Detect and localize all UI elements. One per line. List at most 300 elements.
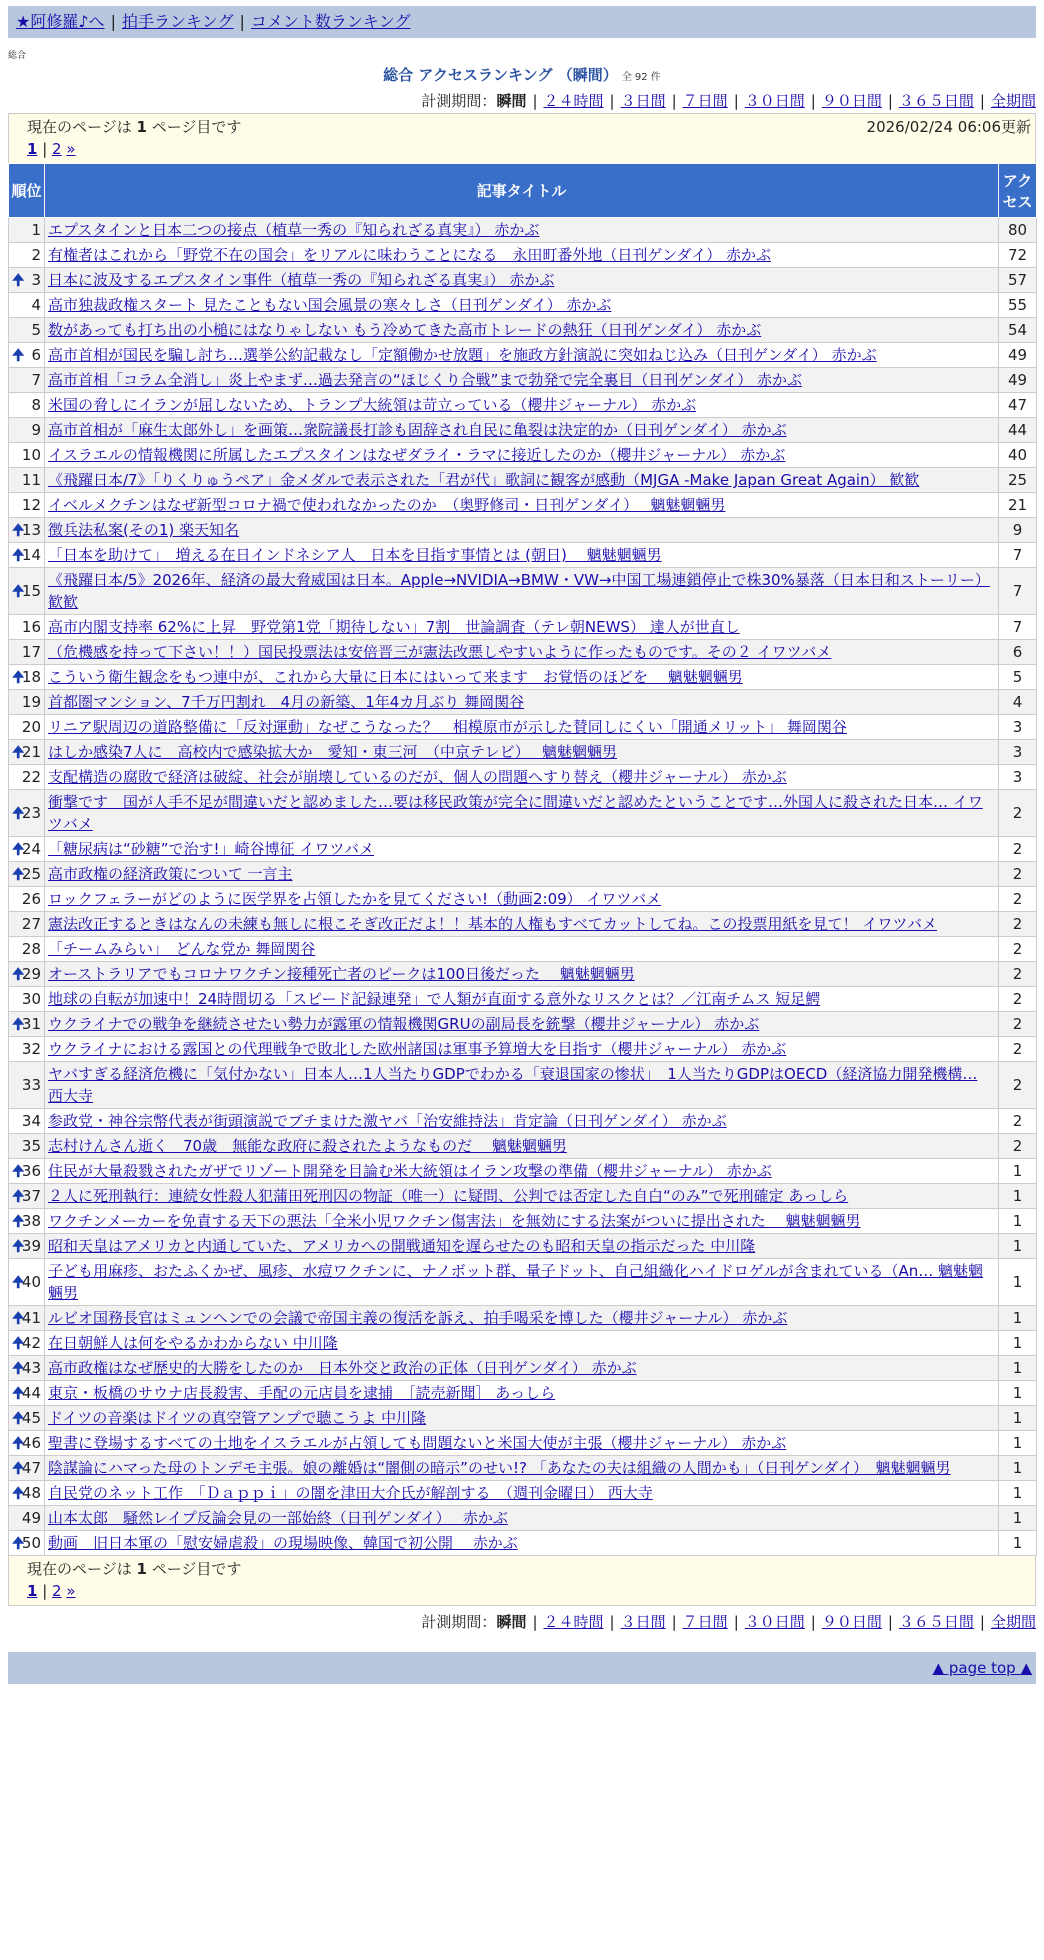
rank-up-arrow-icon: 🠉 <box>12 1212 25 1230</box>
table-row <box>9 615 1037 640</box>
title-cell <box>45 318 999 343</box>
title-cell <box>45 962 999 987</box>
access-count: 1 <box>999 1234 1037 1259</box>
title-cell <box>45 640 999 665</box>
rank-up-arrow-icon: 🠉 <box>12 1459 25 1477</box>
article-title-link[interactable]: 住民が大量殺戮されたガザでリゾート開発を目論む米大統領はイラン攻撃の準備（櫻井ジャーナル） 赤かぶ <box>48 1162 772 1180</box>
table-row <box>9 1456 1037 1481</box>
article-title-link[interactable]: 志村けんさん逝く 70歳 無能な政府に殺されたようなものだ 魑魅魍魎男 <box>48 1137 567 1155</box>
article-title-link[interactable]: ルビオ国務長官はミュンヘンでの会議で帝国主義の復活を訴え、拍手喝采を博した（櫻井ジャーナル） 赤かぶ <box>48 1309 788 1327</box>
article-title-link[interactable]: 「日本を助けて」 増える在日インドネシア人 日本を目指す事情とは (朝日) 魑魅魍魎男 <box>48 546 662 564</box>
article-title-link[interactable]: ウクライナでの戦争を継続させたい勢力が露軍の情報機関GRUの副局長を銃撃（櫻井ジャーナル） 赤かぶ <box>48 1015 760 1033</box>
title-cell <box>45 1159 999 1184</box>
title-cell <box>45 1234 999 1259</box>
article-title-link[interactable]: 高市政権の経済政策について 一言主 <box>48 865 293 883</box>
article-title-link[interactable]: ヤバすぎる経済危機に「気付かない」日本人…1人当たりGDPでわかる「衰退国家の惨状」 1人当たりGDPはOECD（経済協力開発機構… 西大寺 <box>48 1065 978 1105</box>
access-count: 80 <box>999 218 1037 243</box>
rank-up-arrow-icon: 🠉 <box>12 1015 25 1033</box>
rank-cell <box>9 912 45 937</box>
separator: | <box>671 92 677 110</box>
title-cell <box>45 690 999 715</box>
title-column-header: 記事タイトル <box>45 164 999 218</box>
access-count: 3 <box>999 715 1037 740</box>
rank-cell <box>9 543 45 568</box>
rank-number: 21 <box>21 743 41 761</box>
ranking-table <box>8 163 1037 1556</box>
rank-number: 42 <box>21 1334 41 1352</box>
rank-number: 9 <box>31 421 41 439</box>
rank-up-arrow-icon: 🠉 <box>12 546 25 564</box>
title-cell <box>45 740 999 765</box>
article-title-link[interactable]: 動画 旧日本軍の「慰安婦虐殺」の現場映像、韓国で初公開 赤かぶ <box>48 1534 518 1552</box>
title-cell <box>45 218 999 243</box>
article-title-link[interactable]: 「チームみらい」 どんな党か 舞岡関谷 <box>48 940 316 958</box>
title-cell <box>45 1506 999 1531</box>
title-cell <box>45 665 999 690</box>
title-cell <box>45 493 999 518</box>
period-option-link[interactable]: ３０日間 <box>744 1613 805 1631</box>
rank-number: 43 <box>21 1359 41 1377</box>
page-title <box>8 65 1036 85</box>
period-option-link[interactable]: ９０日間 <box>821 1613 882 1631</box>
article-title-link[interactable]: はしか感染7人に 高校内で感染拡大か 愛知・東三河 （中京テレビ） 魑魅魍魎男 <box>48 743 618 761</box>
rank-cell <box>9 1012 45 1037</box>
article-title-link[interactable]: （危機感を持って下さい！！）国民投票法は安倍晋三が憲法改悪しやすいように作ったものです。その２ イワツバメ <box>48 643 832 661</box>
pager-current[interactable]: 1 <box>27 1582 38 1600</box>
title-cell <box>45 543 999 568</box>
title-cell <box>45 1406 999 1431</box>
table-row <box>9 862 1037 887</box>
table-row <box>9 543 1037 568</box>
title-cell <box>45 887 999 912</box>
table-row <box>9 837 1037 862</box>
article-title-link[interactable]: エプスタインと日本二つの接点（植草一秀の『知られざる真実』） 赤かぶ <box>48 221 540 239</box>
pager-next[interactable]: » <box>66 140 76 158</box>
table-row <box>9 1159 1037 1184</box>
rank-up-arrow-icon: 🠉 <box>12 346 25 364</box>
rank-number: 39 <box>21 1237 41 1255</box>
title-cell <box>45 1331 999 1356</box>
period-current: 瞬間 <box>496 92 527 110</box>
access-count: 40 <box>999 443 1037 468</box>
article-title-link[interactable]: 高市独裁政権スタート 見たこともない国会風景の寒々しさ（日刊ゲンダイ） 赤かぶ <box>48 296 612 314</box>
rank-up-arrow-icon: 🠉 <box>12 1359 25 1377</box>
title-cell <box>45 368 999 393</box>
rank-cell <box>9 418 45 443</box>
rank-number: 8 <box>31 396 41 414</box>
rank-up-arrow-icon: 🠉 <box>12 1534 25 1552</box>
article-title-link[interactable]: 《飛躍日本/7》「りくりゅうペア」金メダルで表示された「君が代」歌詞に観客が感動（MJGA -Make Japan Great Again） 歓歓 <box>48 471 920 489</box>
rank-up-arrow-icon: 🠉 <box>12 521 25 539</box>
table-row <box>9 1234 1037 1259</box>
table-row <box>9 1431 1037 1456</box>
rank-cell <box>9 518 45 543</box>
separator: | <box>110 12 116 31</box>
table-row <box>9 740 1037 765</box>
table-row <box>9 937 1037 962</box>
period-option-link[interactable]: 全期間 <box>990 92 1036 110</box>
rank-cell <box>9 1159 45 1184</box>
table-row <box>9 887 1037 912</box>
separator: | <box>609 1613 615 1631</box>
table-row <box>9 987 1037 1012</box>
current-page-text: 現在のページは 1 ページ目です <box>27 118 242 136</box>
table-row <box>9 1062 1037 1109</box>
access-count: 1 <box>999 1381 1037 1406</box>
title-cell <box>45 393 999 418</box>
access-count: 72 <box>999 243 1037 268</box>
rank-cell <box>9 790 45 837</box>
article-title-link[interactable]: オーストラリアでもコロナワクチン接種死亡者のピークは100日後だった 魑魅魍魎男 <box>48 965 635 983</box>
period-option-link[interactable]: ３６５日間 <box>898 1613 974 1631</box>
page-top-link[interactable]: ▲ page top ▲ <box>932 1659 1032 1677</box>
article-title-link[interactable]: 高市首相が「麻生太郎外し」を画策…衆院議長打診も固辞され自民に亀裂は決定的か（日刊ゲンダイ） 赤かぶ <box>48 421 787 439</box>
rank-cell <box>9 640 45 665</box>
period-option-link[interactable]: ７日間 <box>682 1613 728 1631</box>
rank-up-arrow-icon: 🠉 <box>12 1484 25 1502</box>
access-count: 55 <box>999 293 1037 318</box>
separator: | <box>609 92 615 110</box>
title-cell <box>45 790 999 837</box>
pager-page-2[interactable]: 2 <box>52 1582 62 1600</box>
title-cell <box>45 937 999 962</box>
access-count: 1 <box>999 1331 1037 1356</box>
table-row <box>9 493 1037 518</box>
article-title-link[interactable]: 支配構造の腐敗で経済は破綻、社会が崩壊しているのだが、個人の問題へすり替え（櫻井ジャーナル） 赤かぶ <box>48 768 787 786</box>
article-title-link[interactable]: 高市首相「コラム全消し」炎上やまず…過去発言の“ほじくり合戦”まで勃発で完全裏目（日刊ゲンダイ） 赤かぶ <box>48 371 802 389</box>
rank-cell <box>9 1209 45 1234</box>
article-title-link[interactable]: 首都圏マンション、7千万円割れ 4月の新築、1年4カ月ぶり 舞岡関谷 <box>48 693 525 711</box>
rank-up-arrow-icon: 🠉 <box>12 1187 25 1205</box>
table-row <box>9 368 1037 393</box>
rank-cell <box>9 1109 45 1134</box>
access-count: 7 <box>999 568 1037 615</box>
rank-number: 30 <box>21 990 41 1008</box>
title-cell <box>45 1456 999 1481</box>
asyura-home-link[interactable]: ★阿修羅♪へ <box>16 12 105 31</box>
period-option-link[interactable]: ９０日間 <box>821 92 882 110</box>
rank-number: 32 <box>21 1040 41 1058</box>
rank-cell <box>9 468 45 493</box>
article-title-link[interactable]: 衝撃です 国が人手不足が間違いだと認めました…要は移民政策が完全に間違いだと認めたということです…外国人に殺された日本… イワツバメ <box>48 793 983 833</box>
access-count: 1 <box>999 1456 1037 1481</box>
period-selector-bottom <box>8 1610 1036 1634</box>
rank-number: 25 <box>21 865 41 883</box>
rank-cell <box>9 887 45 912</box>
rank-cell <box>9 1134 45 1159</box>
rank-cell <box>9 765 45 790</box>
rank-number: 2 <box>31 246 41 264</box>
title-cell <box>45 765 999 790</box>
rank-number: 12 <box>21 496 41 514</box>
article-title-link[interactable]: 地球の自転が加速中！24時間切る「スピード記録連発」で人類が直面する意外なリスクとは？／江南チムス 短足鰐 <box>48 990 821 1008</box>
access-count: 49 <box>999 368 1037 393</box>
rank-up-arrow-icon: 🠉 <box>12 1409 25 1427</box>
table-row <box>9 293 1037 318</box>
table-row <box>9 418 1037 443</box>
article-title-link[interactable]: イスラエルの情報機関に所属したエプスタインはなぜダライ・ラマに接近したのか（櫻井ジャーナル） 赤かぶ <box>48 446 786 464</box>
article-title-link[interactable]: 高市内閣支持率 62%に上昇 野党第1党「期待しない」7割 世論調査（テレ朝NEWS） 達人が世直し <box>48 618 740 636</box>
table-row <box>9 1406 1037 1431</box>
rank-up-arrow-icon: 🠉 <box>12 1384 25 1402</box>
rank-number: 29 <box>21 965 41 983</box>
rank-up-arrow-icon: 🠉 <box>12 271 25 289</box>
rank-cell <box>9 1481 45 1506</box>
rank-number: 38 <box>21 1212 41 1230</box>
rank-cell <box>9 665 45 690</box>
title-cell <box>45 987 999 1012</box>
table-row <box>9 243 1037 268</box>
rank-number: 22 <box>21 768 41 786</box>
rank-cell <box>9 1431 45 1456</box>
period-option-link[interactable]: ２４時間 <box>543 1613 604 1631</box>
access-count: 1 <box>999 1184 1037 1209</box>
article-title-link[interactable]: 米国の脅しにイランが屈しないため、トランプ大統領は苛立っている（櫻井ジャーナル） 赤かぶ <box>48 396 697 414</box>
title-cell <box>45 418 999 443</box>
access-count: 4 <box>999 690 1037 715</box>
rank-number: 45 <box>21 1409 41 1427</box>
access-count: 54 <box>999 318 1037 343</box>
article-title-link[interactable]: 陰謀論にハマった母のトンデモ主張。娘の離婚は“闇側の暗示”のせい!? 「あなたの夫は組織の人間かも」（日刊ゲンダイ） 魑魅魍魎男 <box>48 1459 951 1477</box>
table-row <box>9 1331 1037 1356</box>
separator: | <box>671 1613 677 1631</box>
rank-cell <box>9 837 45 862</box>
separator: | <box>887 1613 893 1631</box>
comment-ranking-link[interactable]: コメント数ランキング <box>250 12 411 31</box>
article-title-link[interactable]: 高市政権はなぜ歴史的大勝をしたのか 日本外交と政治の正体（日刊ゲンダイ） 赤かぶ <box>48 1359 637 1377</box>
rank-number: 36 <box>21 1162 41 1180</box>
access-count: 1 <box>999 1531 1037 1556</box>
rank-up-arrow-icon: 🠉 <box>12 840 25 858</box>
period-option-link[interactable]: ２４時間 <box>543 92 604 110</box>
rank-number: 15 <box>21 582 41 600</box>
period-option-link[interactable]: ３６５日間 <box>898 92 974 110</box>
rank-cell <box>9 268 45 293</box>
rank-number: 13 <box>21 521 41 539</box>
article-title-link[interactable]: ドイツの音楽はドイツの真空管アンプで聴こうよ 中川隆 <box>48 1409 427 1427</box>
rank-up-arrow-icon: 🠉 <box>12 865 25 883</box>
rank-cell <box>9 740 45 765</box>
article-title-link[interactable]: 《飛躍日本/5》2026年、経済の最大脅威国は日本。Apple→NVIDIA→BMW・VW→中国工場連鎖停止で株30%暴落（日本日和ストーリー） 歓歓 <box>48 571 990 611</box>
table-row <box>9 765 1037 790</box>
rank-cell <box>9 987 45 1012</box>
article-title-link[interactable]: 参政党・神谷宗幣代表が街頭演説でブチまけた激ヤバ「治安維持法」肯定論（日刊ゲンダイ） 赤かぶ <box>48 1112 727 1130</box>
rank-number: 34 <box>21 1112 41 1130</box>
table-row <box>9 962 1037 987</box>
title-cell <box>45 1184 999 1209</box>
table-row <box>9 1381 1037 1406</box>
rank-number: 17 <box>21 643 41 661</box>
rank-number: 5 <box>31 321 41 339</box>
pager-current[interactable]: 1 <box>27 140 38 158</box>
rank-number: 47 <box>21 1459 41 1477</box>
rank-cell <box>9 343 45 368</box>
article-title-link[interactable]: ウクライナにおける露国との代理戦争で敗北した欧州諸国は軍事予算増大を目指す（櫻井ジャーナル） 赤かぶ <box>48 1040 787 1058</box>
period-option-link[interactable]: ３日間 <box>620 92 666 110</box>
rank-number: 33 <box>21 1076 41 1094</box>
rank-number: 49 <box>21 1509 41 1527</box>
article-title-link[interactable]: 「糖尿病は“砂糖”で治す!」崎谷博征 イワツバメ <box>48 840 375 858</box>
article-title-link[interactable]: こういう衛生観念をもつ連中が、これから大量に日本にはいって来ます お覚悟のほどを 魑魅魍魎男 <box>48 668 743 686</box>
rank-number: 40 <box>21 1273 41 1291</box>
period-option-link[interactable]: ７日間 <box>682 92 728 110</box>
article-title-link[interactable]: 徴兵法私案(その1) 楽天知名 <box>48 521 240 539</box>
article-title-link[interactable]: イベルメクチンはなぜ新型コロナ禍で使われなかったのか （奥野修司・日刊ゲンダイ） 魑魅魍魎男 <box>48 496 726 514</box>
access-count: 1 <box>999 1259 1037 1306</box>
title-cell <box>45 343 999 368</box>
rank-number: 26 <box>21 890 41 908</box>
table-row <box>9 790 1037 837</box>
rank-up-arrow-icon: 🠉 <box>12 1237 25 1255</box>
article-title-link[interactable]: 在日朝鮮人は何をやるかわからない 中川隆 <box>48 1334 338 1352</box>
access-count: 2 <box>999 837 1037 862</box>
clap-ranking-link[interactable]: 拍手ランキング <box>121 12 234 31</box>
separator: | <box>239 12 245 31</box>
access-count: 2 <box>999 912 1037 937</box>
rank-number: 27 <box>21 915 41 933</box>
rank-up-arrow-icon: 🠉 <box>12 582 25 600</box>
rank-number: 46 <box>21 1434 41 1452</box>
ranking-title: 総合 アクセスランキング （瞬間） <box>383 66 618 84</box>
top-nav-bar <box>8 6 1036 38</box>
rank-number: 1 <box>31 221 41 239</box>
access-count: 1 <box>999 1481 1037 1506</box>
title-cell <box>45 837 999 862</box>
rank-number: 7 <box>31 371 41 389</box>
rank-up-arrow-icon: 🠉 <box>12 1334 25 1352</box>
rank-cell <box>9 1356 45 1381</box>
table-row <box>9 665 1037 690</box>
table-row <box>9 1306 1037 1331</box>
title-cell <box>45 1012 999 1037</box>
current-page-text: 現在のページは 1 ページ目です <box>27 1560 242 1578</box>
access-count: 2 <box>999 887 1037 912</box>
rank-up-arrow-icon: 🠉 <box>12 804 25 822</box>
title-cell <box>45 293 999 318</box>
access-count: 2 <box>999 862 1037 887</box>
access-count: 2 <box>999 1037 1037 1062</box>
rank-cell <box>9 443 45 468</box>
access-count: 2 <box>999 1109 1037 1134</box>
period-option-link[interactable]: 全期間 <box>990 1613 1036 1631</box>
title-cell <box>45 912 999 937</box>
table-row <box>9 1037 1037 1062</box>
article-title-link[interactable]: ワクチンメーカーを免責する天下の悪法「全米小児ワクチン傷害法」を無効にする法案がついに提出された 魑魅魍魎男 <box>48 1212 861 1230</box>
rank-up-arrow-icon: 🠉 <box>12 965 25 983</box>
period-option-link[interactable]: ３日間 <box>620 1613 666 1631</box>
title-cell <box>45 1062 999 1109</box>
article-title-link[interactable]: 数があっても打ち出の小槌にはなりゃしない もう冷めてきた高市トレードの熱狂（日刊ゲンダイ） 赤かぶ <box>48 321 762 339</box>
article-title-link[interactable]: 山本太郎 騒然レイプ反論会見の一部始終（日刊ゲンダイ） 赤かぶ <box>48 1509 508 1527</box>
separator: | <box>810 1613 816 1631</box>
title-cell <box>45 1259 999 1306</box>
article-title-link[interactable]: 憲法改正するときはなんの未練も無しに根こそぎ改正だよ！！基本的人権もすべてカットしてね。この投票用紙を見て！ イワツバメ <box>48 915 938 933</box>
rank-cell <box>9 1506 45 1531</box>
article-title-link[interactable]: リニア駅周辺の道路整備に「反対運動」なぜこうなった？ 相模原市が示した賛同しにくい「開通メリット」 舞岡関谷 <box>48 718 847 736</box>
access-count: 57 <box>999 268 1037 293</box>
pager: 1 | 2 » <box>27 1582 76 1600</box>
rank-cell <box>9 862 45 887</box>
rank-number: 3 <box>31 271 41 289</box>
article-title-link[interactable]: 自民党のネット工作 「Ｄａｐｐｉ」の闇を津田大介氏が解剖する （週刊金曜日） 西大寺 <box>48 1484 653 1502</box>
access-count: 1 <box>999 1406 1037 1431</box>
article-title-link[interactable]: 子ども用麻疹、おたふくかぜ、風疹、水痘ワクチンに、ナノボット群、量子ドット、自己組織化ハイドロゲルが含まれている（An… 魑魅魍魎男 <box>48 1262 984 1302</box>
access-count: 1 <box>999 1506 1037 1531</box>
access-count: 2 <box>999 937 1037 962</box>
rank-cell <box>9 1306 45 1331</box>
article-title-link[interactable]: 有権者はこれから「野党不在の国会」をリアルに味わうことになる 永田町番外地（日刊ゲンダイ） 赤かぶ <box>48 246 771 264</box>
access-count: 5 <box>999 665 1037 690</box>
table-row <box>9 690 1037 715</box>
article-title-link[interactable]: 東京・板橋のサウナ店長殺害、手配の元店員を逮捕 ［読売新聞］ あっしら <box>48 1384 556 1402</box>
rank-number: 6 <box>31 346 41 364</box>
rank-number: 37 <box>21 1187 41 1205</box>
period-option-link[interactable]: ３０日間 <box>744 92 805 110</box>
pager-page-2[interactable]: 2 <box>52 140 62 158</box>
updated-timestamp: 2026/02/24 06:06更新 <box>866 118 1031 136</box>
title-cell <box>45 862 999 887</box>
title-cell <box>45 715 999 740</box>
rank-cell <box>9 243 45 268</box>
rank-up-arrow-icon: 🠉 <box>12 1162 25 1180</box>
title-cell <box>45 1306 999 1331</box>
access-count: 2 <box>999 790 1037 837</box>
access-count: 3 <box>999 765 1037 790</box>
period-selector <box>8 89 1036 113</box>
article-title-link[interactable]: ２人に死刑執行：連続女性殺人犯蒲田死刑囚の物証（唯一）に疑問、公判では否定した自白“のみ”で死刑確定 あっしら <box>48 1187 849 1205</box>
rank-cell <box>9 715 45 740</box>
table-row <box>9 1356 1037 1381</box>
access-count: 7 <box>999 615 1037 640</box>
table-row <box>9 318 1037 343</box>
article-title-link[interactable]: 昭和天皇はアメリカと内通していた、アメリカへの開戦通知を遅らせたのも昭和天皇の指示だった 中川隆 <box>48 1237 756 1255</box>
access-count: 44 <box>999 418 1037 443</box>
access-count: 7 <box>999 543 1037 568</box>
rank-cell <box>9 1456 45 1481</box>
table-row <box>9 1109 1037 1134</box>
table-row <box>9 518 1037 543</box>
rank-number: 23 <box>21 804 41 822</box>
rank-cell <box>9 615 45 640</box>
rank-number: 16 <box>21 618 41 636</box>
bottom-bar <box>8 1652 1036 1684</box>
rank-cell <box>9 937 45 962</box>
rank-number: 20 <box>21 718 41 736</box>
article-title-link[interactable]: 日本に波及するエプスタイン事件（植草一秀の『知られざる真実』） 赤かぶ <box>48 271 555 289</box>
rank-cell <box>9 318 45 343</box>
rank-number: 18 <box>21 668 41 686</box>
rank-cell <box>9 493 45 518</box>
title-cell <box>45 1209 999 1234</box>
rank-number: 35 <box>21 1137 41 1155</box>
rank-number: 28 <box>21 940 41 958</box>
rank-cell <box>9 1234 45 1259</box>
access-count: 49 <box>999 343 1037 368</box>
access-count: 2 <box>999 1062 1037 1109</box>
rank-number: 48 <box>21 1484 41 1502</box>
title-cell <box>45 1356 999 1381</box>
article-title-link[interactable]: 聖書に登場するすべての土地をイスラエルが占領しても問題ないと米国大使が主張（櫻井ジャーナル） 赤かぶ <box>48 1434 787 1452</box>
article-title-link[interactable]: 高市首相が国民を騙し討ち…選挙公約記載なし「定額働かせ放題」を施政方針演説に突如ねじ込み（日刊ゲンダイ） 赤かぶ <box>48 346 877 364</box>
table-row <box>9 268 1037 293</box>
pager-next[interactable]: » <box>66 1582 76 1600</box>
rank-cell <box>9 1381 45 1406</box>
article-title-link[interactable]: ロックフェラーがどのように医学界を占領したかを見てください!（動画2:09） イワツバメ <box>48 890 662 908</box>
separator: | <box>979 92 985 110</box>
table-row <box>9 1209 1037 1234</box>
access-count: 1 <box>999 1431 1037 1456</box>
rank-number: 19 <box>21 693 41 711</box>
